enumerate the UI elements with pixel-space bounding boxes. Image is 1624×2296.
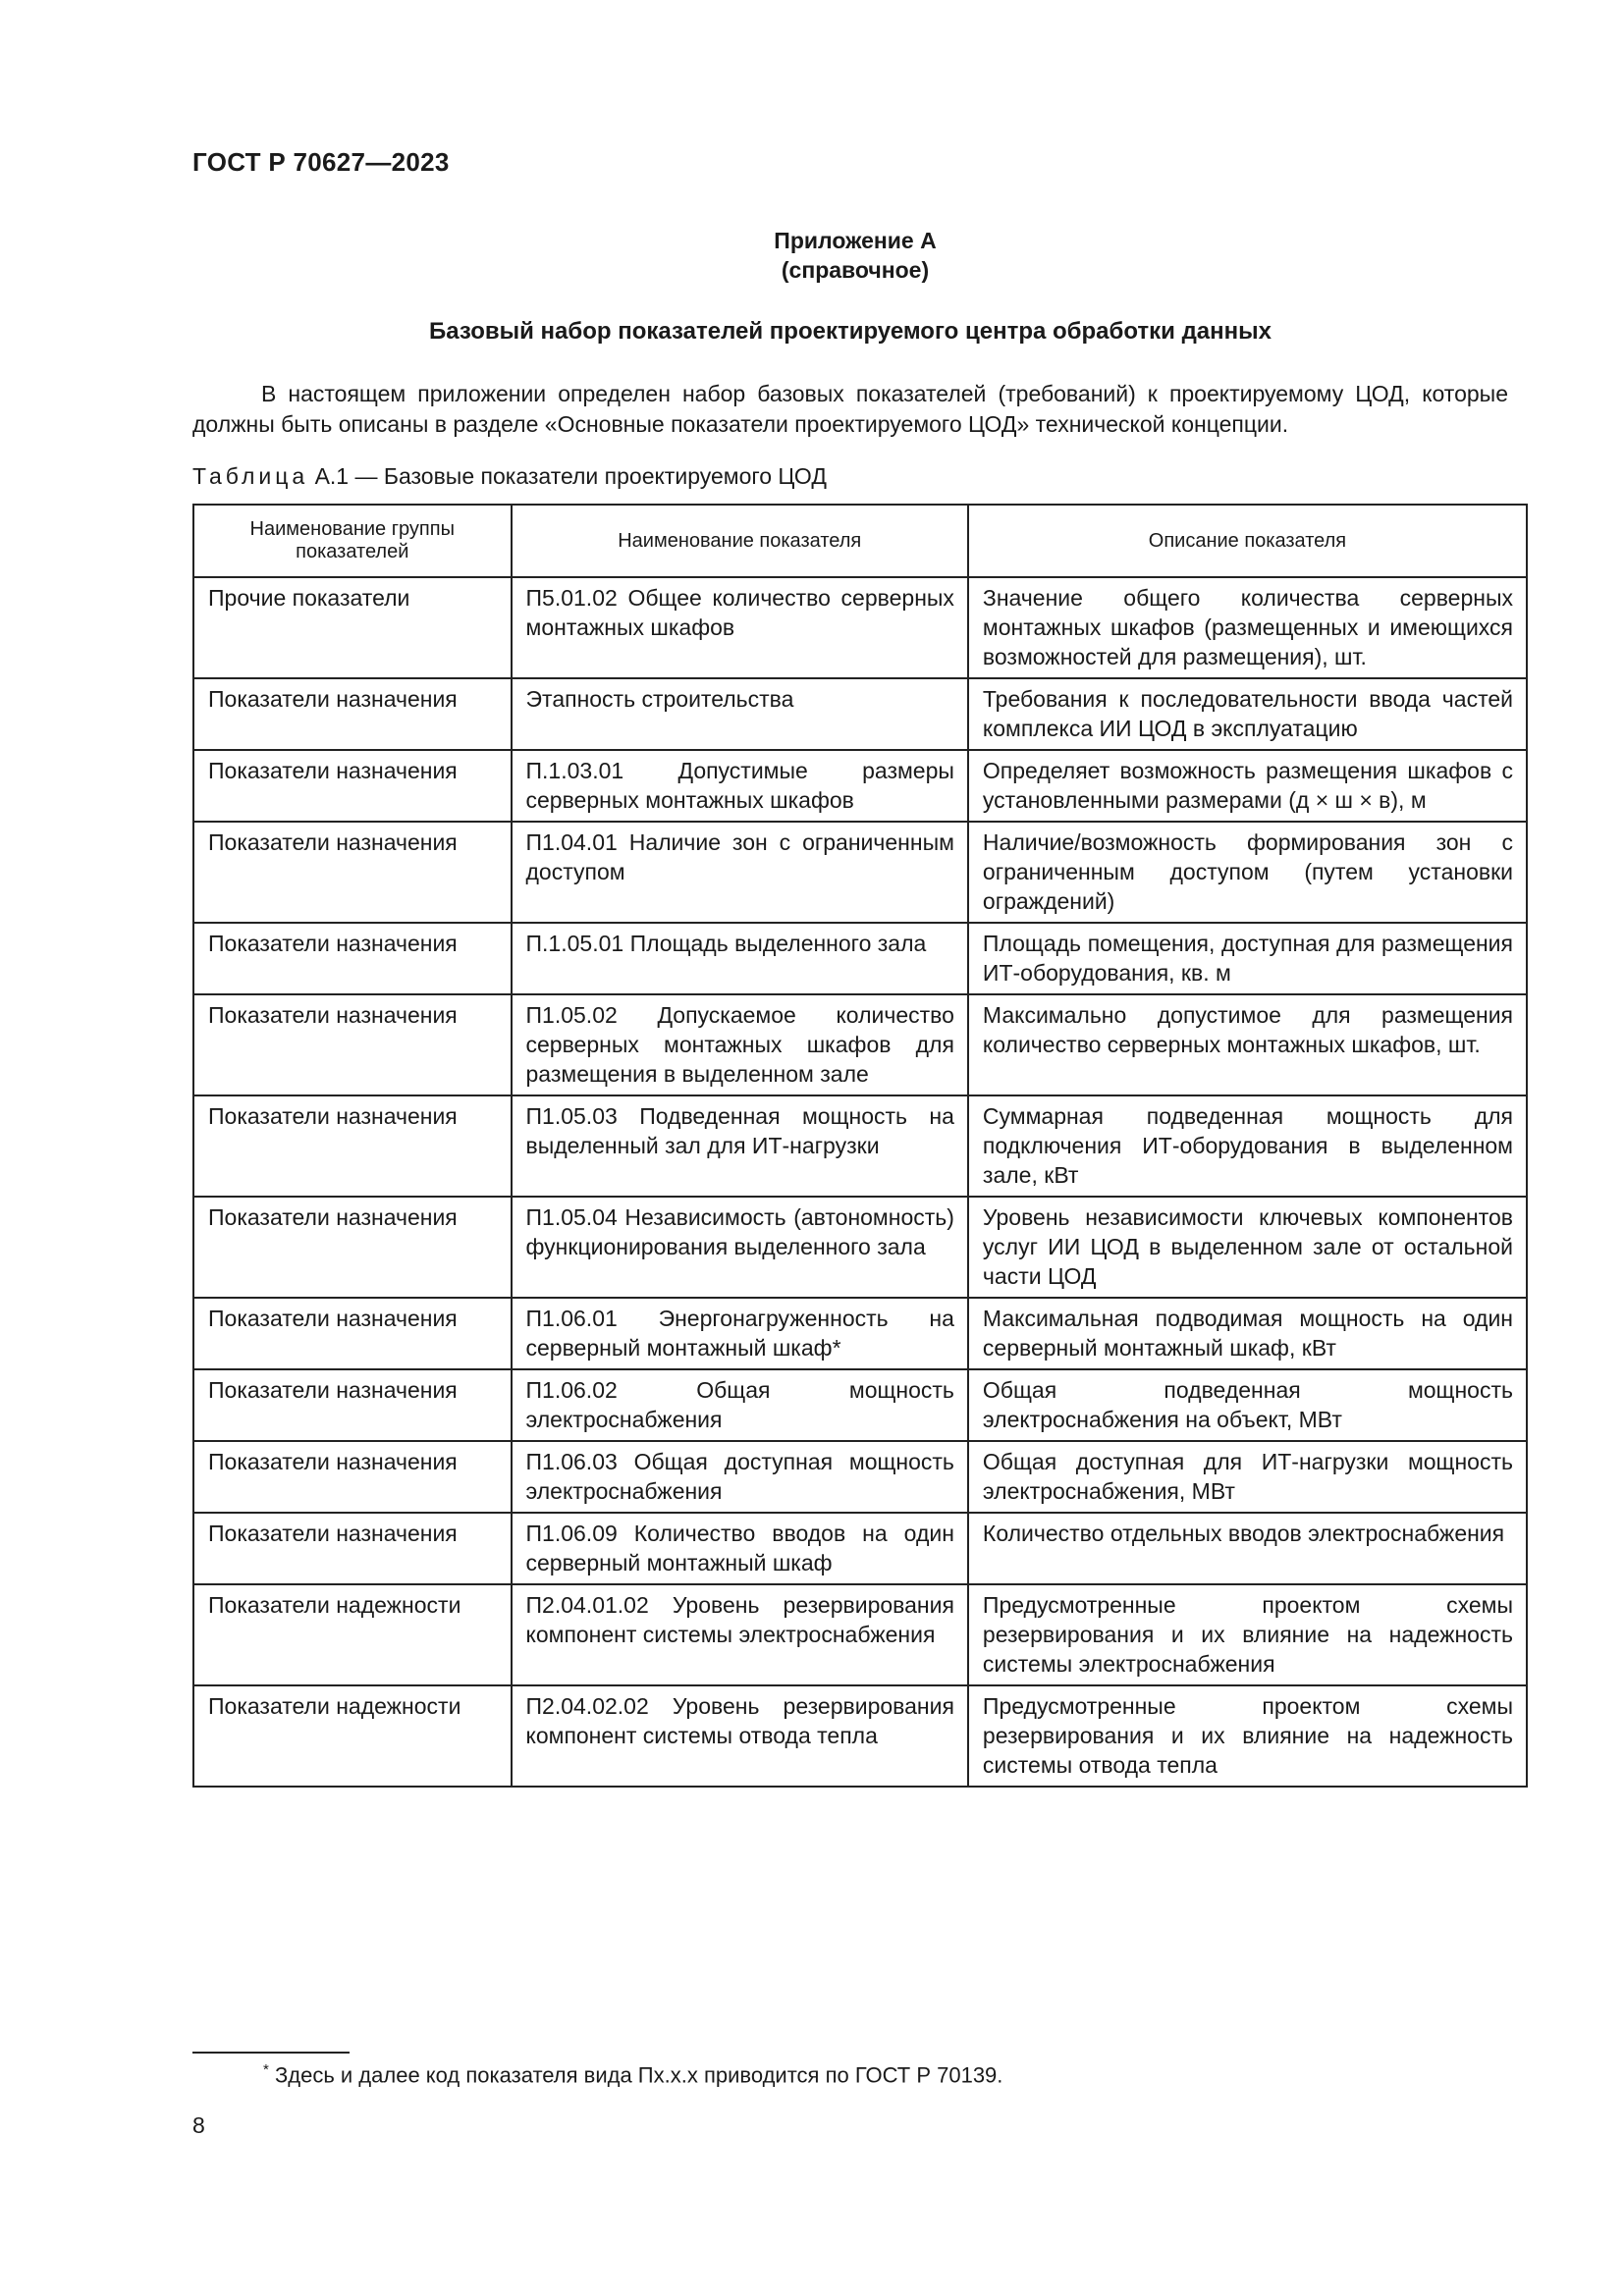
- table-row: [193, 1513, 1527, 1584]
- cell-indicator: П2.04.01.02 Уровень резервирования компонент системы электроснабжения: [512, 1584, 968, 1685]
- table-row: [193, 822, 1527, 923]
- cell-group: Показатели назначения: [193, 1441, 512, 1513]
- cell-description: Количество отдельных вводов электроснабжения: [968, 1513, 1527, 1584]
- table-row: [193, 1441, 1527, 1513]
- cell-group: Показатели надежности: [193, 1584, 512, 1685]
- cell-group: Показатели назначения: [193, 1369, 512, 1441]
- cell-description: Общая подведенная мощность электроснабжения на объект, МВт: [968, 1369, 1527, 1441]
- cell-indicator: П1.06.09 Количество вводов на один серверный монтажный шкаф: [512, 1513, 968, 1584]
- column-header-group: Наименование группы показателей: [193, 505, 512, 577]
- table-caption-text: А.1 — Базовые показатели проектируемого ЦОД: [314, 463, 827, 489]
- cell-description: Определяет возможность размещения шкафов с установленными размерами (д × ш × в), м: [968, 750, 1527, 822]
- cell-description: Уровень независимости ключевых компонентов услуг ИИ ЦОД в выделенном зале от остальной части ЦОД: [968, 1197, 1527, 1298]
- indicators-table: [192, 504, 1528, 1788]
- appendix-heading: Базовый набор показателей проектируемого центра обработки данных: [429, 318, 1272, 345]
- table-row: [193, 1584, 1527, 1685]
- cell-group: Показатели назначения: [193, 1513, 512, 1584]
- table-row: [193, 1685, 1527, 1787]
- table-row: [193, 994, 1527, 1095]
- cell-description: Требования к последовательности ввода частей комплекса ИИ ЦОД в эксплуатацию: [968, 678, 1527, 750]
- cell-group: Показатели назначения: [193, 994, 512, 1095]
- cell-group: Показатели назначения: [193, 923, 512, 994]
- cell-indicator: Этапность строительства: [512, 678, 968, 750]
- cell-indicator: П1.05.04 Независимость (автономность) функционирования выделенного зала: [512, 1197, 968, 1298]
- cell-description: Максимальная подводимая мощность на один серверный монтажный шкаф, кВт: [968, 1298, 1527, 1369]
- cell-description: Общая доступная для ИТ-нагрузки мощность электроснабжения, МВт: [968, 1441, 1527, 1513]
- table-row: [193, 1298, 1527, 1369]
- cell-description: Предусмотренные проектом схемы резервирования и их влияние на надежность системы отвода тепла: [968, 1685, 1527, 1787]
- cell-group: Показатели назначения: [193, 1197, 512, 1298]
- cell-group: Показатели назначения: [193, 1095, 512, 1197]
- cell-indicator: П1.05.03 Подведенная мощность на выделенный зал для ИТ-нагрузки: [512, 1095, 968, 1197]
- cell-indicator: П2.04.02.02 Уровень резервирования компонент системы отвода тепла: [512, 1685, 968, 1787]
- cell-indicator: П.1.05.01 Площадь выделенного зала: [512, 923, 968, 994]
- cell-indicator: П1.06.03 Общая доступная мощность электроснабжения: [512, 1441, 968, 1513]
- cell-indicator: П5.01.02 Общее количество серверных монтажных шкафов: [512, 577, 968, 678]
- cell-group: Показатели назначения: [193, 750, 512, 822]
- table-row: [193, 1369, 1527, 1441]
- cell-description: Суммарная подведенная мощность для подключения ИТ-оборудования в выделенном зале, кВт: [968, 1095, 1527, 1197]
- table-row: [193, 1095, 1527, 1197]
- column-header-description: Описание показателя: [968, 505, 1527, 577]
- footnote-text: Здесь и далее код показателя вида Пх.х.х приводится по ГОСТ Р 70139.: [274, 2062, 1003, 2088]
- cell-description: Максимально допустимое для размещения количество серверных монтажных шкафов, шт.: [968, 994, 1527, 1095]
- cell-group: Показатели назначения: [193, 678, 512, 750]
- table-caption-label: Таблица: [192, 463, 309, 489]
- footnote: [263, 2061, 1002, 2088]
- cell-description: Предусмотренные проектом схемы резервирования и их влияние на надежность системы электроснабжения: [968, 1584, 1527, 1685]
- appendix-title: Приложение А: [774, 228, 937, 253]
- intro-paragraph: В настоящем приложении определен набор базовых показателей (требований) к проектируемому ЦОД, которые должны быть описаны в разделе «Основные показатели проектируемого ЦОД» технической концепции.: [192, 381, 1508, 437]
- appendix-type: (справочное): [781, 257, 930, 283]
- cell-group: Показатели назначения: [193, 822, 512, 923]
- cell-group: Показатели надежности: [193, 1685, 512, 1787]
- table-row: [193, 577, 1527, 678]
- table-caption: [192, 463, 827, 490]
- cell-description: Площадь помещения, доступная для размещения ИТ-оборудования, кв. м: [968, 923, 1527, 994]
- page-number: 8: [192, 2112, 205, 2138]
- cell-indicator: П1.06.01 Энергонагруженность на серверный монтажный шкаф*: [512, 1298, 968, 1369]
- cell-description: Значение общего количества серверных монтажных шкафов (размещенных и имеющихся возможностей для размещения), шт.: [968, 577, 1527, 678]
- cell-indicator: П1.06.02 Общая мощность электроснабжения: [512, 1369, 968, 1441]
- table-row: [193, 1197, 1527, 1298]
- table-row: [193, 678, 1527, 750]
- cell-description: Наличие/возможность формирования зон с ограниченным доступом (путем установки ограждений): [968, 822, 1527, 923]
- cell-group: Прочие показатели: [193, 577, 512, 678]
- footnote-divider: [192, 2052, 350, 2054]
- cell-indicator: П1.04.01 Наличие зон с ограниченным доступом: [512, 822, 968, 923]
- table-row: [193, 750, 1527, 822]
- cell-group: Показатели назначения: [193, 1298, 512, 1369]
- table-header-row: [193, 505, 1527, 577]
- table-row: [193, 923, 1527, 994]
- column-header-indicator: Наименование показателя: [512, 505, 968, 577]
- document-code: ГОСТ Р 70627—2023: [192, 147, 450, 177]
- footnote-mark: *: [263, 2061, 269, 2078]
- cell-indicator: П.1.03.01 Допустимые размеры серверных монтажных шкафов: [512, 750, 968, 822]
- cell-indicator: П1.05.02 Допускаемое количество серверных монтажных шкафов для размещения в выделенном зале: [512, 994, 968, 1095]
